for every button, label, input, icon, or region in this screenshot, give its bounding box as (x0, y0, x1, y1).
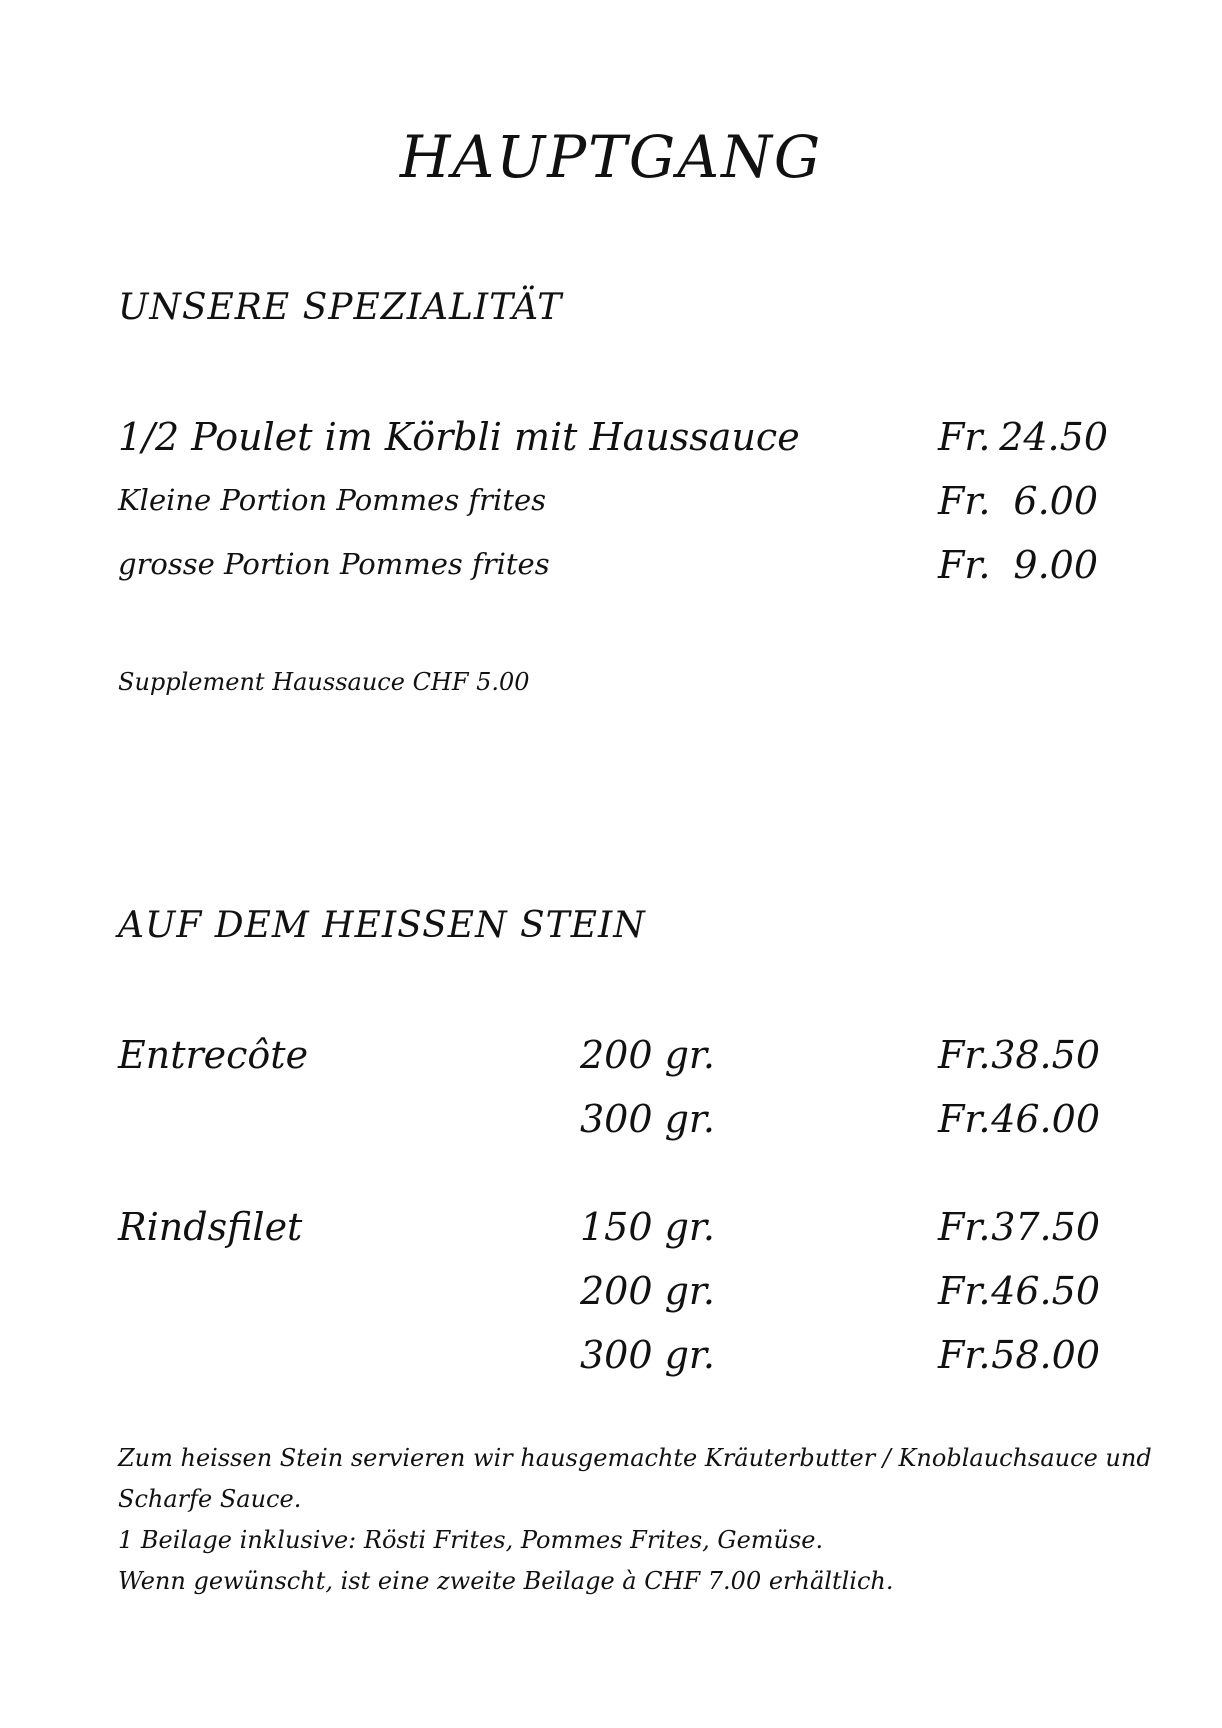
menu-item-name: Entrecôte (118, 1033, 309, 1077)
footnote-line: Scharfe Sauce. (118, 1485, 302, 1513)
menu-item-name: 1/2 Poulet im Körbli mit Haussauce (118, 415, 800, 459)
menu-item-price: 37.50 (991, 1205, 1100, 1249)
footnote-line: Wenn gewünscht, ist eine zweite Beilage à CHF 7.00 erhältlich. (118, 1567, 894, 1595)
menu-item-currency: Fr. (938, 1097, 991, 1141)
menu-item-weight: 300 gr. (580, 1333, 716, 1377)
menu-item-entrecote-200 (118, 1033, 1108, 1086)
menu-item-price: 46.50 (991, 1269, 1100, 1313)
menu-item-fries-small (118, 479, 1108, 532)
menu-item-currency: Fr. (938, 479, 991, 523)
menu-item-rindsfilet-200 (118, 1269, 1108, 1322)
menu-item-price: 24.50 (999, 415, 1108, 459)
menu-item-price: 38.50 (991, 1033, 1100, 1077)
menu-item-currency: Fr. (938, 543, 991, 587)
menu-item-name: Rindsfilet (118, 1205, 303, 1249)
menu-item-rindsfilet-150 (118, 1205, 1108, 1258)
menu-item-currency: Fr. (938, 1205, 991, 1249)
menu-item-currency: Fr. (938, 1269, 991, 1313)
menu-item-weight: 200 gr. (580, 1269, 716, 1313)
footnote-line: Zum heissen Stein servieren wir hausgemachte Kräuterbutter / Knoblauchsauce und (118, 1444, 1152, 1472)
menu-item-rindsfilet-300 (118, 1333, 1108, 1386)
menu-item-price: 58.00 (991, 1333, 1100, 1377)
section-heading-hot-stone: AUF DEM HEISSEN STEIN (118, 905, 646, 946)
menu-item-price: 46.00 (991, 1097, 1100, 1141)
menu-item-name: Kleine Portion Pommes frites (118, 483, 547, 517)
menu-item-currency: Fr. (938, 415, 991, 459)
menu-item-name: grosse Portion Pommes frites (118, 547, 550, 581)
footnote-line: 1 Beilage inklusive: Rösti Frites, Pommes Frites, Gemüse. (118, 1526, 824, 1554)
menu-item-weight: 300 gr. (580, 1097, 716, 1141)
menu-item-price: 6.00 (1013, 479, 1098, 523)
hot-stone-footnotes (118, 1438, 1152, 1602)
menu-item-poulet (118, 415, 1108, 468)
menu-item-currency: Fr. (938, 1333, 991, 1377)
menu-item-weight: 200 gr. (580, 1033, 716, 1077)
menu-item-weight: 150 gr. (580, 1205, 716, 1249)
menu-item-price: 9.00 (1013, 543, 1098, 587)
menu-item-fries-large (118, 543, 1108, 596)
menu-item-entrecote-300 (118, 1097, 1108, 1150)
page-title: HAUPTGANG (399, 123, 823, 191)
section-heading-specialty: UNSERE SPEZIALITÄT (118, 287, 563, 328)
menu-item-currency: Fr. (938, 1033, 991, 1077)
supplement-note: Supplement Haussauce CHF 5.00 (118, 668, 530, 696)
